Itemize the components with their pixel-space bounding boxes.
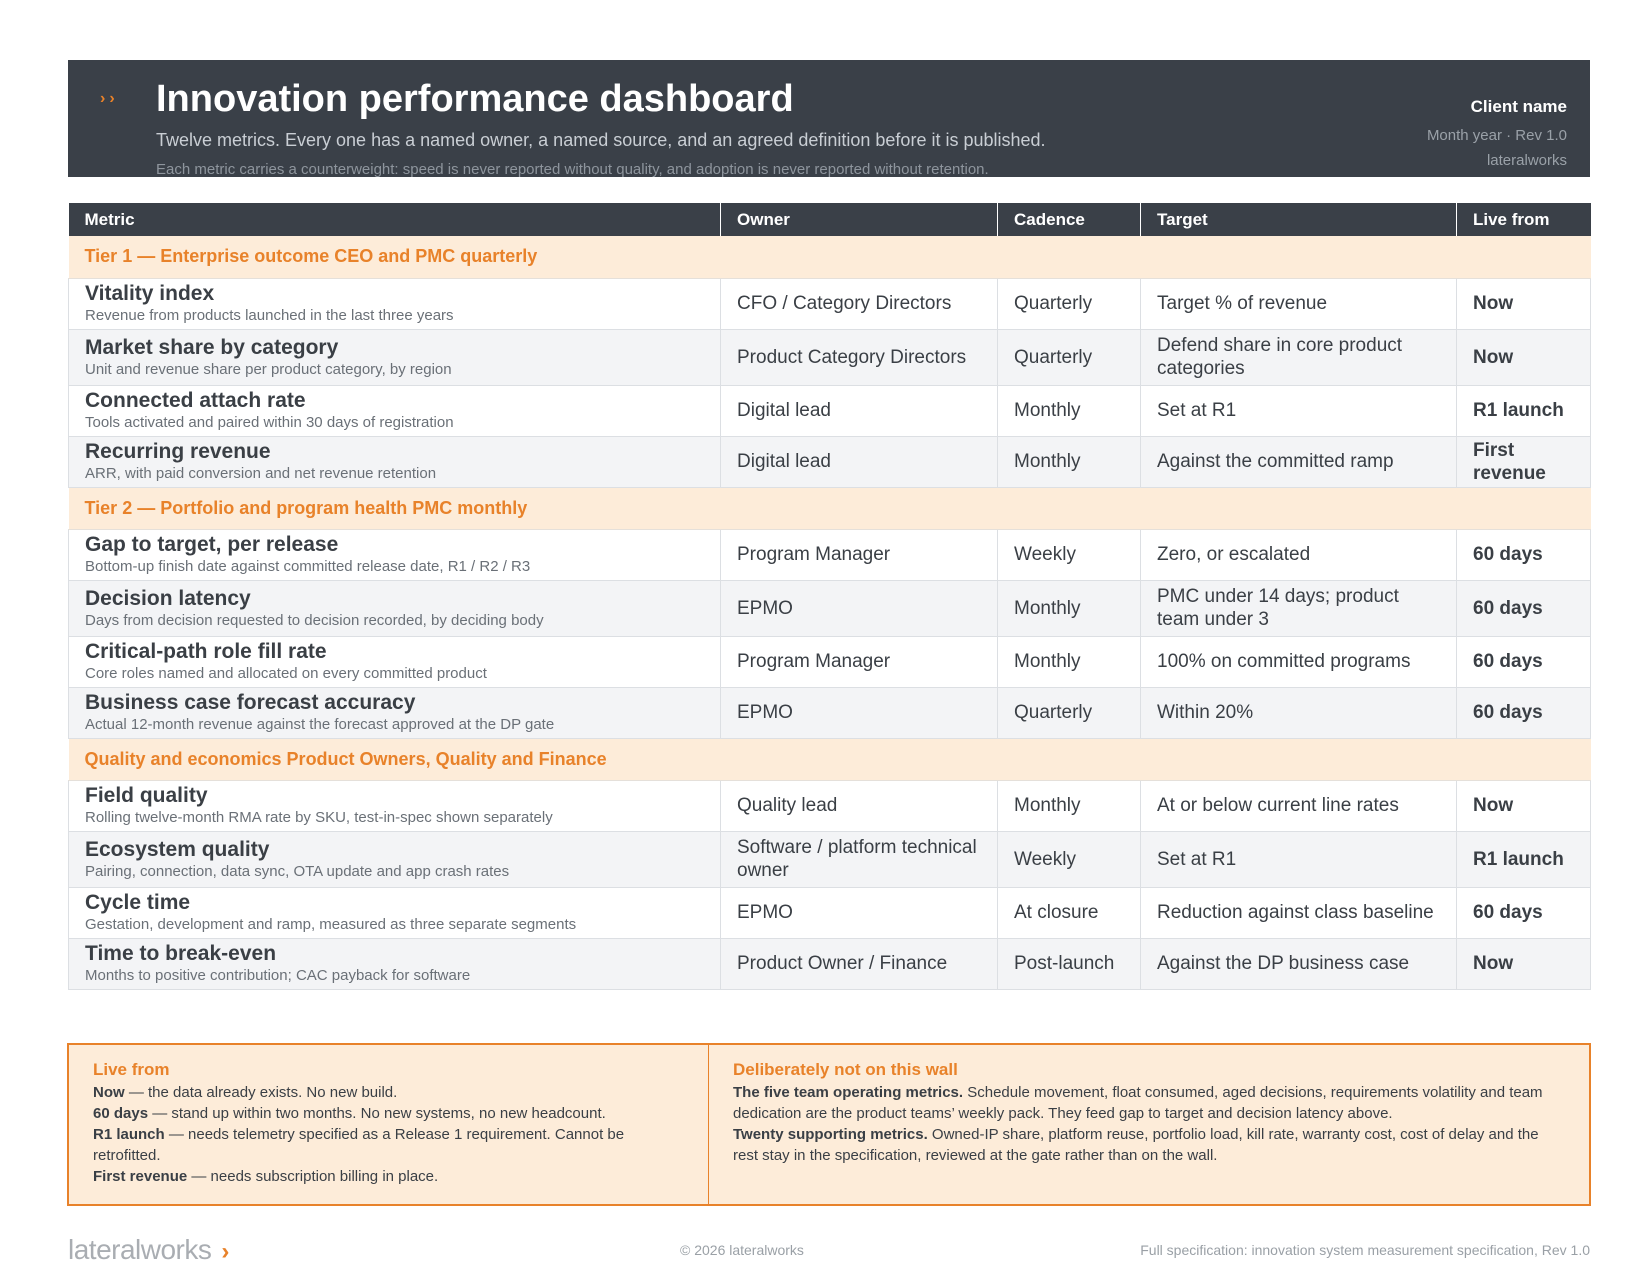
table-row <box>69 385 1591 436</box>
target-cell: Set at R1 <box>1141 831 1457 887</box>
tier-row <box>69 738 1591 780</box>
note-item <box>733 1082 1565 1124</box>
metrics-table <box>68 203 1591 990</box>
metric-name: Critical-path role fill rate <box>85 640 327 663</box>
target-cell: At or below current line rates <box>1141 780 1457 831</box>
cadence-cell: Monthly <box>998 780 1141 831</box>
metric-description: ARR, with paid conversion and net revenue retention <box>85 465 437 482</box>
client-name: Client name <box>1470 97 1567 116</box>
live-from-cell: Now <box>1457 938 1591 989</box>
table-row <box>69 436 1591 487</box>
note-term: R1 launch <box>93 1126 165 1143</box>
live-from-cell: Now <box>1457 278 1591 329</box>
live-from-legend <box>69 1045 709 1204</box>
note-item <box>93 1103 684 1124</box>
header-brand: lateralworks <box>1486 152 1567 169</box>
note-text: — stand up within two months. No new systems, no new headcount. <box>148 1105 606 1122</box>
owner-cell: Digital lead <box>721 385 998 436</box>
live-from-cell: 60 days <box>1457 887 1591 938</box>
note-term: First revenue <box>93 1168 188 1185</box>
footer-spec-reference: Full specification: innovation system measurement specification, Rev 1.0 <box>1140 1242 1590 1258</box>
note-text: — needs telemetry specified as a Release 1 requirement. Cannot be retrofitted. <box>93 1126 625 1164</box>
metric-name: Vitality index <box>85 282 215 305</box>
note-text: Schedule movement, float consumed, aged decisions, requirements volatility and team dedication are the product teams’ weekly pack. They feed gap to target and decision latency above. <box>733 1084 1543 1122</box>
metric-cell <box>69 687 721 738</box>
owner-cell: Program Manager <box>721 529 998 580</box>
metric-name: Connected attach rate <box>85 389 306 412</box>
owner-cell: Digital lead <box>721 436 998 487</box>
note-text: — the data already exists. No new build. <box>124 1084 398 1101</box>
table-row <box>69 887 1591 938</box>
live-from-legend-title: Live from <box>93 1060 170 1079</box>
target-cell: Set at R1 <box>1141 385 1457 436</box>
owner-cell: Product Category Directors <box>721 329 998 385</box>
chevron-right-icon: › <box>221 1238 229 1265</box>
target-cell: 100% on committed programs <box>1141 636 1457 687</box>
metric-cell <box>69 831 721 887</box>
live-from-cell: 60 days <box>1457 529 1591 580</box>
cadence-cell: At closure <box>998 887 1141 938</box>
note-text: Owned-IP share, platform reuse, portfolio load, kill rate, warranty cost, cost of delay and the rest stay in the specification, reviewed at the gate rather than on the wall. <box>733 1126 1539 1164</box>
note-term: 60 days <box>93 1105 149 1122</box>
live-from-cell: R1 launch <box>1457 385 1591 436</box>
cadence-cell: Monthly <box>998 580 1141 636</box>
live-from-cell: Now <box>1457 329 1591 385</box>
live-from-cell: 60 days <box>1457 636 1591 687</box>
table-row <box>69 329 1591 385</box>
metric-cell <box>69 329 721 385</box>
target-cell: Within 20% <box>1141 687 1457 738</box>
metric-cell <box>69 636 721 687</box>
metric-description: Actual 12-month revenue against the forecast approved at the DP gate <box>85 716 555 733</box>
cadence-cell: Weekly <box>998 831 1141 887</box>
owner-cell: Software / platform technical owner <box>721 831 998 887</box>
metric-description: Tools activated and paired within 30 days of registration <box>85 414 454 431</box>
target-cell: Reduction against class baseline <box>1141 887 1457 938</box>
column-header-owner: Owner <box>721 203 998 236</box>
metric-cell <box>69 385 721 436</box>
target-cell: PMC under 14 days; product team under 3 <box>1141 580 1457 636</box>
table-header-row <box>69 203 1591 236</box>
cadence-cell: Monthly <box>998 436 1141 487</box>
owner-cell: CFO / Category Directors <box>721 278 998 329</box>
target-cell: Against the committed ramp <box>1141 436 1457 487</box>
note-term: The five team operating metrics. <box>733 1084 964 1101</box>
note-item <box>733 1124 1565 1166</box>
footer-logo <box>68 1234 229 1266</box>
note-item <box>93 1124 684 1166</box>
tier-label: Tier 1 — Enterprise outcome CEO and PMC quarterly <box>69 236 1591 278</box>
metric-name: Market share by category <box>85 335 339 359</box>
table-row <box>69 831 1591 887</box>
metric-description: Gestation, development and ramp, measured as three separate segments <box>85 916 577 933</box>
footer-copyright: © 2026 lateralworks <box>680 1242 804 1258</box>
cadence-cell: Monthly <box>998 636 1141 687</box>
column-header-target: Target <box>1141 203 1457 236</box>
target-cell: Target % of revenue <box>1141 278 1457 329</box>
metric-description: Unit and revenue share per product category, by region <box>85 360 452 378</box>
note-item <box>93 1166 684 1187</box>
metric-description: Days from decision requested to decision recorded, by deciding body <box>85 611 544 629</box>
metric-description: Bottom-up finish date against committed release date, R1 / R2 / R3 <box>85 558 531 575</box>
note-item <box>93 1082 684 1103</box>
metric-cell <box>69 780 721 831</box>
cadence-cell: Quarterly <box>998 687 1141 738</box>
page-title: Innovation performance dashboard <box>156 78 794 120</box>
note-text: — needs subscription billing in place. <box>187 1168 439 1185</box>
tier-label: Tier 2 — Portfolio and program health PMC monthly <box>69 487 1591 529</box>
live-from-cell: 60 days <box>1457 580 1591 636</box>
metric-cell <box>69 529 721 580</box>
owner-cell: Product Owner / Finance <box>721 938 998 989</box>
chevron-right-icon: ›​› <box>100 90 119 107</box>
metric-cell <box>69 580 721 636</box>
cadence-cell: Quarterly <box>998 329 1141 385</box>
tier-label: Quality and economics Product Owners, Quality and Finance <box>69 738 1591 780</box>
cadence-cell: Weekly <box>998 529 1141 580</box>
metric-description: Months to positive contribution; CAC payback for software <box>85 967 471 984</box>
live-from-cell: 60 days <box>1457 687 1591 738</box>
target-cell: Zero, or escalated <box>1141 529 1457 580</box>
metric-name: Field quality <box>85 784 208 807</box>
metric-cell <box>69 278 721 329</box>
revision-meta: Month year · Rev 1.0 <box>1426 127 1567 144</box>
page-subnote: Each metric carries a counterweight: speed is never reported without quality, and adoption is never reported without retention. <box>156 161 989 177</box>
table-row <box>69 780 1591 831</box>
table-row <box>69 580 1591 636</box>
cadence-cell: Quarterly <box>998 278 1141 329</box>
cadence-cell: Post-launch <box>998 938 1141 989</box>
footer-logo-text: lateralworks <box>68 1234 212 1265</box>
metric-description: Revenue from products launched in the last three years <box>85 307 454 324</box>
metric-description: Pairing, connection, data sync, OTA update and app crash rates <box>85 862 510 880</box>
cadence-cell: Monthly <box>998 385 1141 436</box>
note-term: Now <box>93 1084 125 1101</box>
metric-description: Rolling twelve-month RMA rate by SKU, test-in-spec shown separately <box>85 809 553 826</box>
owner-cell: EPMO <box>721 580 998 636</box>
owner-cell: EPMO <box>721 687 998 738</box>
table-row <box>69 529 1591 580</box>
tier-row <box>69 236 1591 278</box>
owner-cell: Program Manager <box>721 636 998 687</box>
target-cell: Against the DP business case <box>1141 938 1457 989</box>
not-on-wall-note <box>709 1045 1589 1204</box>
table-row <box>69 938 1591 989</box>
live-from-cell: Now <box>1457 780 1591 831</box>
table-row <box>69 636 1591 687</box>
metric-cell <box>69 938 721 989</box>
owner-cell: Quality lead <box>721 780 998 831</box>
column-header-cadence: Cadence <box>998 203 1141 236</box>
table-row <box>69 687 1591 738</box>
metric-name: Gap to target, per release <box>85 533 339 556</box>
metric-name: Recurring revenue <box>85 440 271 463</box>
metric-name: Ecosystem quality <box>85 837 270 861</box>
metric-name: Cycle time <box>85 891 191 914</box>
target-cell: Defend share in core product categories <box>1141 329 1457 385</box>
metric-cell <box>69 436 721 487</box>
metric-description: Core roles named and allocated on every committed product <box>85 665 487 682</box>
note-term: Twenty supporting metrics. <box>733 1126 928 1143</box>
column-header-live-from: Live from <box>1457 203 1591 236</box>
metric-name: Decision latency <box>85 586 251 610</box>
metric-cell <box>69 887 721 938</box>
page-subtitle: Twelve metrics. Every one has a named owner, a named source, and an agreed definition before it is published. <box>156 130 1046 150</box>
table-row <box>69 278 1591 329</box>
live-from-cell: R1 launch <box>1457 831 1591 887</box>
notes-panel <box>67 1043 1591 1206</box>
tier-row <box>69 487 1591 529</box>
not-on-wall-title: Deliberately not on this wall <box>733 1060 958 1079</box>
live-from-cell: First revenue <box>1457 436 1591 487</box>
metric-name: Business case forecast accuracy <box>85 691 416 714</box>
metric-name: Time to break-even <box>85 942 277 965</box>
owner-cell: EPMO <box>721 887 998 938</box>
column-header-metric: Metric <box>69 203 721 236</box>
page-header <box>68 60 1590 177</box>
